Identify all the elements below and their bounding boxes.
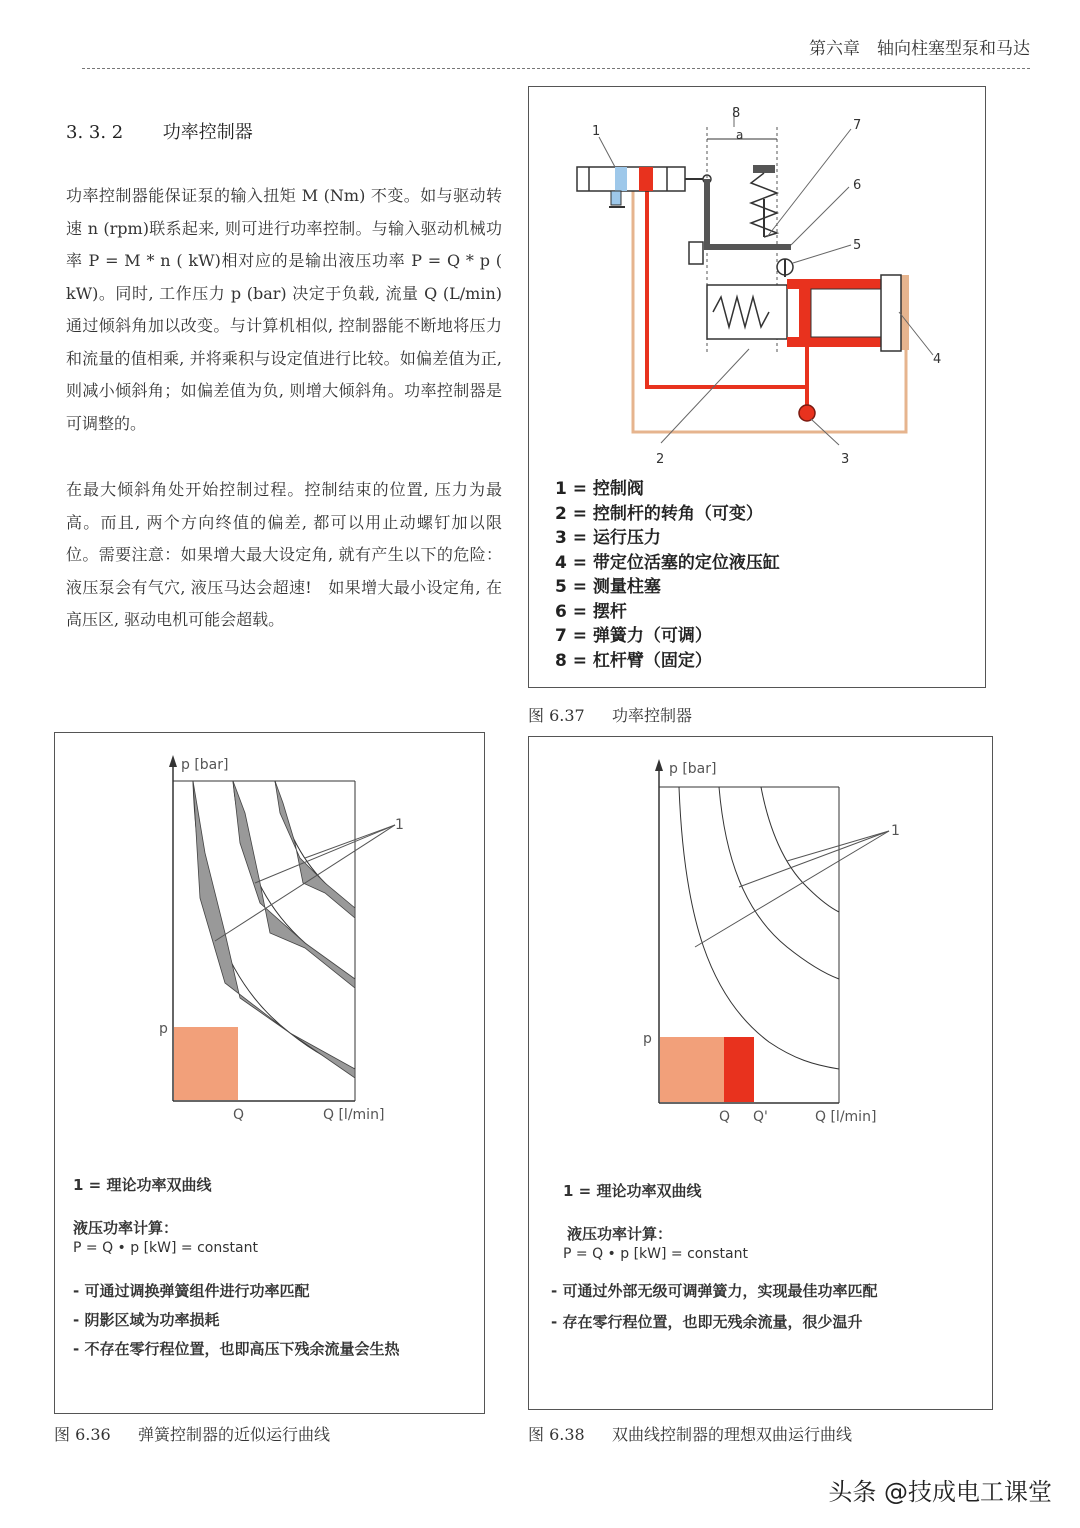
p-label: p (159, 1021, 168, 1037)
calc-title: 液压功率计算： (567, 1225, 673, 1243)
x-axis-label: Q [l/min] (323, 1107, 385, 1123)
x-axis-label: Q [l/min] (815, 1109, 877, 1125)
legend-item: 1 = 理论功率双曲线 (73, 1176, 212, 1194)
hyperbolic-controller-chart (529, 737, 992, 1157)
label-3: 3 (841, 452, 850, 467)
note-item: - 存在零行程位置，也即无残余流量，很少温升 (551, 1313, 863, 1331)
paragraph-2: 在最大倾斜角处开始控制过程。控制结束的位置, 压力为最高。而且, 两个方向终值的偏差, 都可以用止动螺钉加以限位。需要注意：如果增大最大设定角, 就有产生以下的危险：液压泵会有气穴, 液压马达会超速! 如果增大最小设定角, 在高压区, 驱动电机可能会超载。 (66, 480, 502, 629)
legend-item: 1 = 理论功率双曲线 (563, 1182, 702, 1200)
figure-6-38 (528, 736, 993, 1410)
watermark: 头条 @技成电工课堂 (828, 1478, 1052, 1506)
section-heading (66, 118, 253, 144)
caption-text: 弹簧控制器的近似运行曲线 (138, 1425, 331, 1444)
power-controller-schematic (529, 87, 985, 467)
note-item: - 可通过外部无级可调弹簧力，实现最佳功率匹配 (551, 1282, 878, 1300)
label-4: 4 (933, 352, 942, 367)
paragraph-1: 功率控制器能保证泵的输入扭矩 M (Nm) 不变。如与驱动转速 n (rpm)联系起来, 则可进行功率控制。与输入驱动机械功率 P = M * n ( kW)相对应的是输出液压功率 P = Q * p ( kW)。同时, 工作压力 p (bar) 决定于负载, 流量 Q (L/min) 通过倾斜角加以改变。与计算机相似, 控制器能不断地将压力和流量的值相乘, 并将乘积与设定值进行比较。如偏差值为正, 则减小倾斜角；如偏差值为负, 则增大倾斜角。功率控制器是可调整的。 (66, 186, 502, 433)
q-prime-label: Q' (753, 1109, 768, 1125)
caption-number: 图 6.36 (54, 1425, 111, 1444)
fig636-caption (54, 1422, 330, 1445)
callout-1: 1 (395, 817, 404, 833)
label-2: 2 (656, 452, 665, 467)
caption-number: 图 6.38 (528, 1425, 585, 1444)
legend-item: 8 = 杠杆臂（固定） (555, 650, 712, 671)
legend-item: 4 = 带定位活塞的定位液压缸 (555, 552, 780, 573)
fig637-legend (555, 477, 780, 673)
legend-item: 6 = 摆杆 (555, 601, 627, 622)
formula: P = Q • p [kW] = constant (563, 1246, 748, 1262)
formula: P = Q • p [kW] = constant (73, 1240, 258, 1256)
note-item: - 可通过调换弹簧组件进行功率匹配 (73, 1282, 310, 1300)
note-item: - 阴影区域为功率损耗 (73, 1311, 220, 1329)
y-axis-label: p [bar] (181, 757, 229, 773)
section-number: 3. 3. 2 (66, 122, 124, 143)
legend-item: 5 = 测量柱塞 (555, 577, 661, 597)
calc-title: 液压功率计算： (73, 1219, 179, 1237)
label-8: 8 (732, 106, 741, 121)
legend-item: 1 = 控制阀 (555, 479, 644, 499)
label-1: 1 (592, 124, 601, 139)
p-label: p (643, 1031, 652, 1047)
note-item: - 不存在零行程位置，也即高压下残余流量会生热 (73, 1340, 400, 1358)
label-5: 5 (853, 238, 862, 253)
legend-item: 2 = 控制杆的转角（可变） (555, 503, 763, 524)
caption-number: 图 6.37 (528, 706, 585, 725)
spring-controller-chart (55, 733, 484, 1153)
fig636-text (73, 1174, 399, 1359)
figure-6-37 (528, 86, 986, 688)
callout-1: 1 (891, 823, 900, 839)
legend-item: 3 = 运行压力 (555, 528, 661, 548)
q-label: Q (233, 1107, 245, 1123)
figure-6-36 (54, 732, 485, 1414)
label-a: a (736, 128, 744, 142)
q-label: Q (719, 1109, 731, 1125)
caption-text: 功率控制器 (612, 706, 693, 725)
fig637-caption (528, 703, 692, 726)
section-title: 功率控制器 (162, 122, 253, 143)
legend-item: 7 = 弹簧力（可调） (555, 626, 712, 646)
fig638-caption (528, 1422, 852, 1445)
chapter-header: 第六章 轴向柱塞型泵和马达 (809, 39, 1030, 59)
label-6: 6 (853, 178, 862, 193)
header-rule (82, 68, 1030, 69)
label-7: 7 (853, 118, 862, 133)
y-axis-label: p [bar] (669, 761, 717, 777)
fig638-text (551, 1180, 877, 1332)
caption-text: 双曲线控制器的理想双曲运行曲线 (612, 1425, 853, 1444)
